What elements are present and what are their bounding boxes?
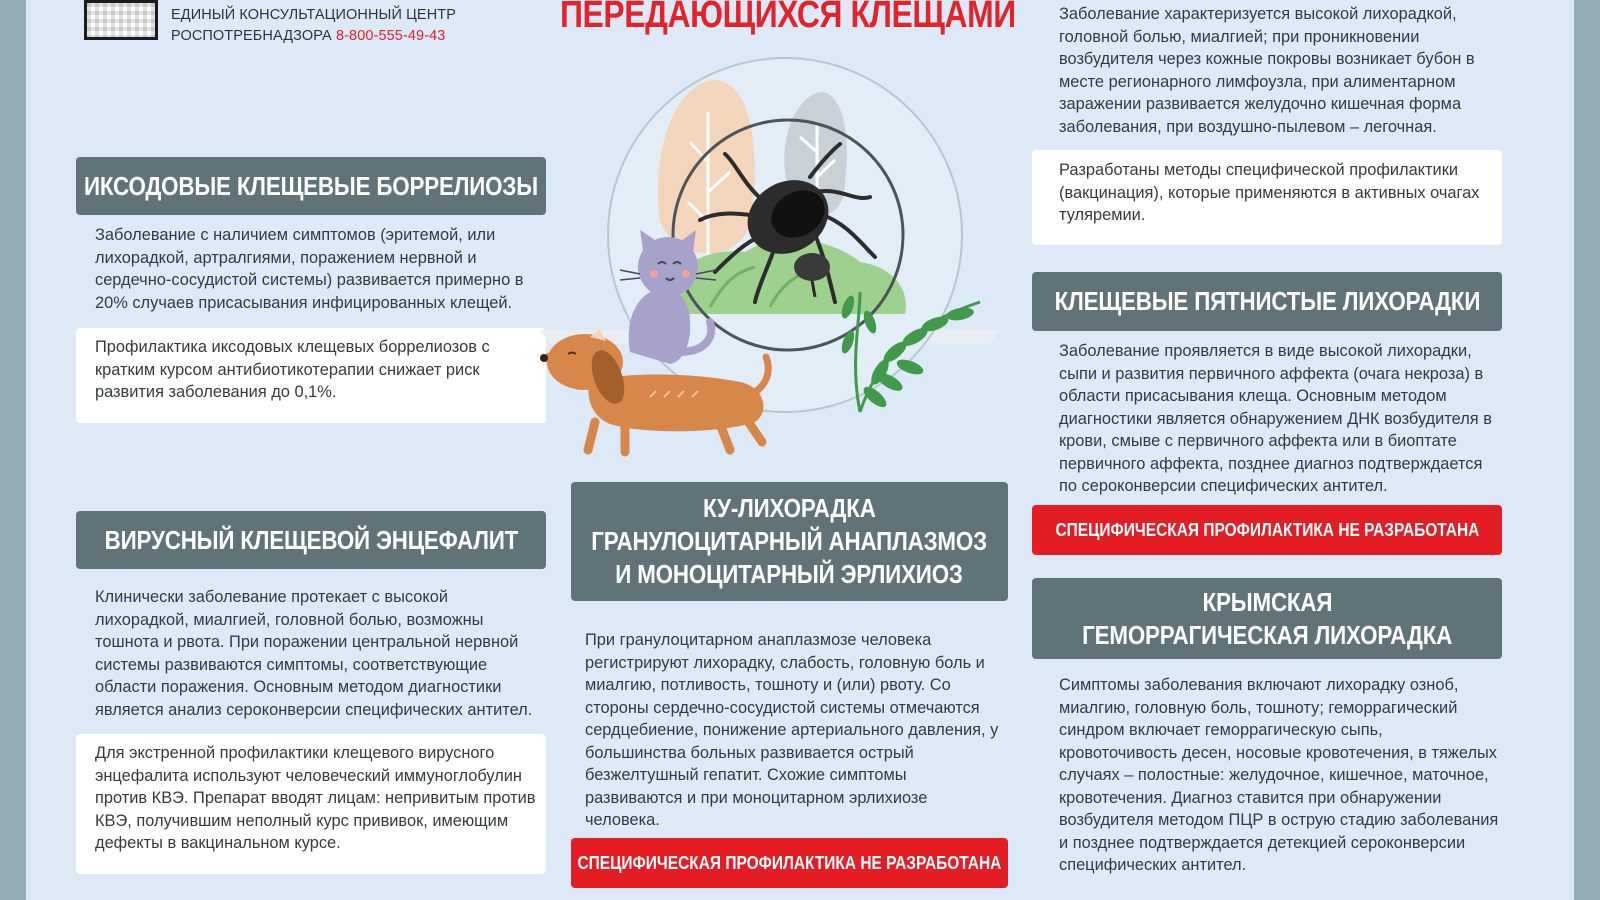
- text-line: человека.: [585, 811, 660, 829]
- spotted-body: [1059, 340, 1492, 498]
- contact-phone[interactable]: 8-800-555-49-43: [335, 28, 446, 44]
- tick-head: [794, 253, 830, 281]
- text-line: кровотечения. Диагноз ставится при обнаружении: [1059, 788, 1442, 807]
- crimean-title: [1032, 578, 1502, 659]
- text-line: 20% случаев присасывания инфицированных клещей.: [95, 293, 513, 312]
- text-line: головной болью, миалгией; при проникновении: [1059, 27, 1420, 46]
- text-line: синдром включает геморрагическую сыпь,: [1059, 721, 1383, 739]
- qfever-title-line: ГРАНУЛОЦИТАРНЫЙ АНАПЛАЗМОЗ: [591, 526, 988, 556]
- borreliosis-title-text: ИКСОДОВЫЕ КЛЕЩЕВЫЕ БОРРЕЛИОЗЫ: [84, 170, 539, 201]
- borreliosis-title: [76, 157, 546, 215]
- text-line: случаях – полостные: желудочное, кишечное, маточное,: [1059, 766, 1489, 784]
- text-line: возбудителя методом ПЦР в острую стадию заболевания: [1059, 811, 1499, 829]
- spotted-title: [1032, 272, 1502, 331]
- text-line: Профилактика иксодовых клещевых боррелиозов с: [95, 338, 490, 356]
- contact-org: РОСПОТРЕБНАДЗОРА: [171, 28, 332, 44]
- text-line: КВЭ, получившим неполный курс прививок, имеющим: [95, 811, 509, 830]
- borreliosis-body: [95, 224, 523, 314]
- crimean-title-line: КРЫМСКАЯ: [1202, 586, 1332, 617]
- text-line: Заболевание характеризуется высокой лихорадкой,: [1059, 5, 1457, 23]
- qfever-title: [571, 482, 1008, 601]
- text-line: лихорадкой, артралгиями, поражением нервной и: [95, 248, 477, 267]
- tularemia-body: [1059, 3, 1475, 138]
- crimean-title-line: ГЕМОРРАГИЧЕСКАЯ ЛИХОРАДКА: [1081, 619, 1453, 650]
- headline: ПЕРЕДАЮЩИХСЯ КЛЕЩАМИ: [560, 0, 1016, 36]
- text-line: миалгию, потливость, тошноту и (или) рвоту. Со: [585, 676, 951, 694]
- tularemia-prevention: [1059, 159, 1479, 227]
- text-line: Клинически заболевание протекает с высокой: [95, 588, 448, 606]
- text-line: заболевания, при воздушно-пылевом – легочная.: [1059, 117, 1437, 136]
- text-line: Симптомы заболевания включают лихорадку озноб,: [1059, 676, 1459, 694]
- qr-code: [84, 0, 158, 40]
- text-line: по сероконверсии специфических антител.: [1059, 477, 1388, 495]
- text-line: Разработаны методы специфической профилактики: [1059, 161, 1459, 179]
- encephalitis-title: [76, 511, 546, 569]
- text-line: развития заболевания до 0,1%.: [95, 383, 337, 401]
- text-line: дефекты в вакцинальном курсе.: [95, 834, 341, 852]
- text-line: большинства больных развивается острый: [585, 743, 914, 762]
- text-line: (вакцинация), которые применяются в активных очагах: [1059, 183, 1480, 202]
- spotted-no-prevention-badge: [1032, 505, 1502, 555]
- text-line: области поражения. Основным методом диагностики: [95, 678, 502, 696]
- encephalitis-body: [95, 586, 532, 721]
- text-line: Для экстренной профилактики клещевого вирусного: [95, 744, 495, 762]
- text-line: стороны сердечно-сосудистой системы отмечаются: [585, 698, 980, 717]
- text-line: сердечно-сосудистой системы) развивается примерно в: [95, 271, 524, 289]
- text-line: против КВЭ. Препарат вводят лицам: непривитым против: [95, 789, 536, 807]
- text-line: безжелтушный гепатит. Схожие симптомы: [585, 766, 907, 784]
- text-line: сыпи и развития первичного аффекта (очага некроза) в: [1059, 364, 1484, 383]
- text-line: энцефалита используют человеческий иммуноглобулин: [95, 766, 522, 785]
- text-line: лихорадкой, миалгией, головной болью, возможны: [95, 610, 484, 629]
- encephalitis-prevention: [95, 742, 535, 855]
- text-line: Заболевание проявляется в виде высокой лихорадки,: [1059, 342, 1472, 360]
- tick-illustration: [530, 52, 1020, 462]
- text-line: специфических антител.: [1059, 856, 1247, 874]
- qfever-no-prevention-badge: [571, 838, 1008, 888]
- text-line: заражении развивается желудочно кишечная форма: [1059, 95, 1462, 113]
- badge-text: СПЕЦИФИЧЕСКАЯ ПРОФИЛАКТИКА НЕ РАЗРАБОТАНА: [1055, 519, 1479, 540]
- text-line: области присасывания клеща. Основным методом: [1059, 387, 1447, 405]
- text-line: миалгию, головную боль, тошноту; геморрагический: [1059, 698, 1458, 717]
- contact-info: [171, 5, 456, 47]
- text-line: крови, смыве с первичного аффекта или в биоптате: [1059, 432, 1457, 450]
- contact-line-1: ЕДИНЫЙ КОНСУЛЬТАЦИОННЫЙ ЦЕНТР: [171, 7, 457, 23]
- crimean-body: [1059, 674, 1498, 877]
- text-line: кратким курсом антибиотикотерапии снижает риск: [95, 360, 480, 379]
- qfever-title-line: И МОНОЦИТАРНЫЙ ЭРЛИХИОЗ: [615, 559, 964, 589]
- text-line: первичного аффекта, позднее диагноз подтверждается: [1059, 454, 1483, 473]
- text-line: диагностики является обнаружением ДНК возбудителя в: [1059, 409, 1492, 428]
- qfever-body: [585, 629, 998, 832]
- encephalitis-title-text: ВИРУСНЫЙ КЛЕЩЕВОЙ ЭНЦЕФАЛИТ: [104, 524, 518, 555]
- text-line: системы развиваются симптомы, соответствующие: [95, 655, 488, 674]
- text-line: сердцебиение, понижение артериального давления, у: [585, 721, 999, 739]
- spotted-title-text: КЛЕЩЕВЫЕ ПЯТНИСТЫЕ ЛИХОРАДКИ: [1054, 286, 1480, 316]
- contact-line-2: [171, 26, 456, 47]
- qfever-title-line: КУ-ЛИХОРАДКА: [703, 493, 876, 523]
- borreliosis-prevention: [95, 336, 490, 404]
- text-line: является анализ сероконверсии специфических антител.: [95, 700, 533, 719]
- text-line: Заболевание с наличием симптомов (эритемой, или: [95, 226, 496, 244]
- text-line: туляремии.: [1059, 206, 1146, 224]
- text-line: При гранулоцитарном анаплазмозе человека: [585, 631, 932, 649]
- text-line: развиваются и при моноцитарном эрлихиозе: [585, 788, 928, 807]
- badge-text: СПЕЦИФИЧЕСКАЯ ПРОФИЛАКТИКА НЕ РАЗРАБОТАНА: [577, 852, 1002, 873]
- text-line: и позднее подтверждается детекцией сероконверсии: [1059, 833, 1466, 852]
- text-line: регистрируют лихорадку, слабость, головную боль и: [585, 653, 985, 672]
- text-line: возбудителя через кожные покровы возникает бубон в: [1059, 50, 1475, 68]
- text-line: тошнота и рвота. При поражении центральной нервной: [95, 633, 519, 651]
- text-line: кровоточивость десен, носовые кровотечения, в тяжелых: [1059, 743, 1497, 762]
- text-line: месте регионарного лимфоузла, при алиментарном: [1059, 72, 1456, 91]
